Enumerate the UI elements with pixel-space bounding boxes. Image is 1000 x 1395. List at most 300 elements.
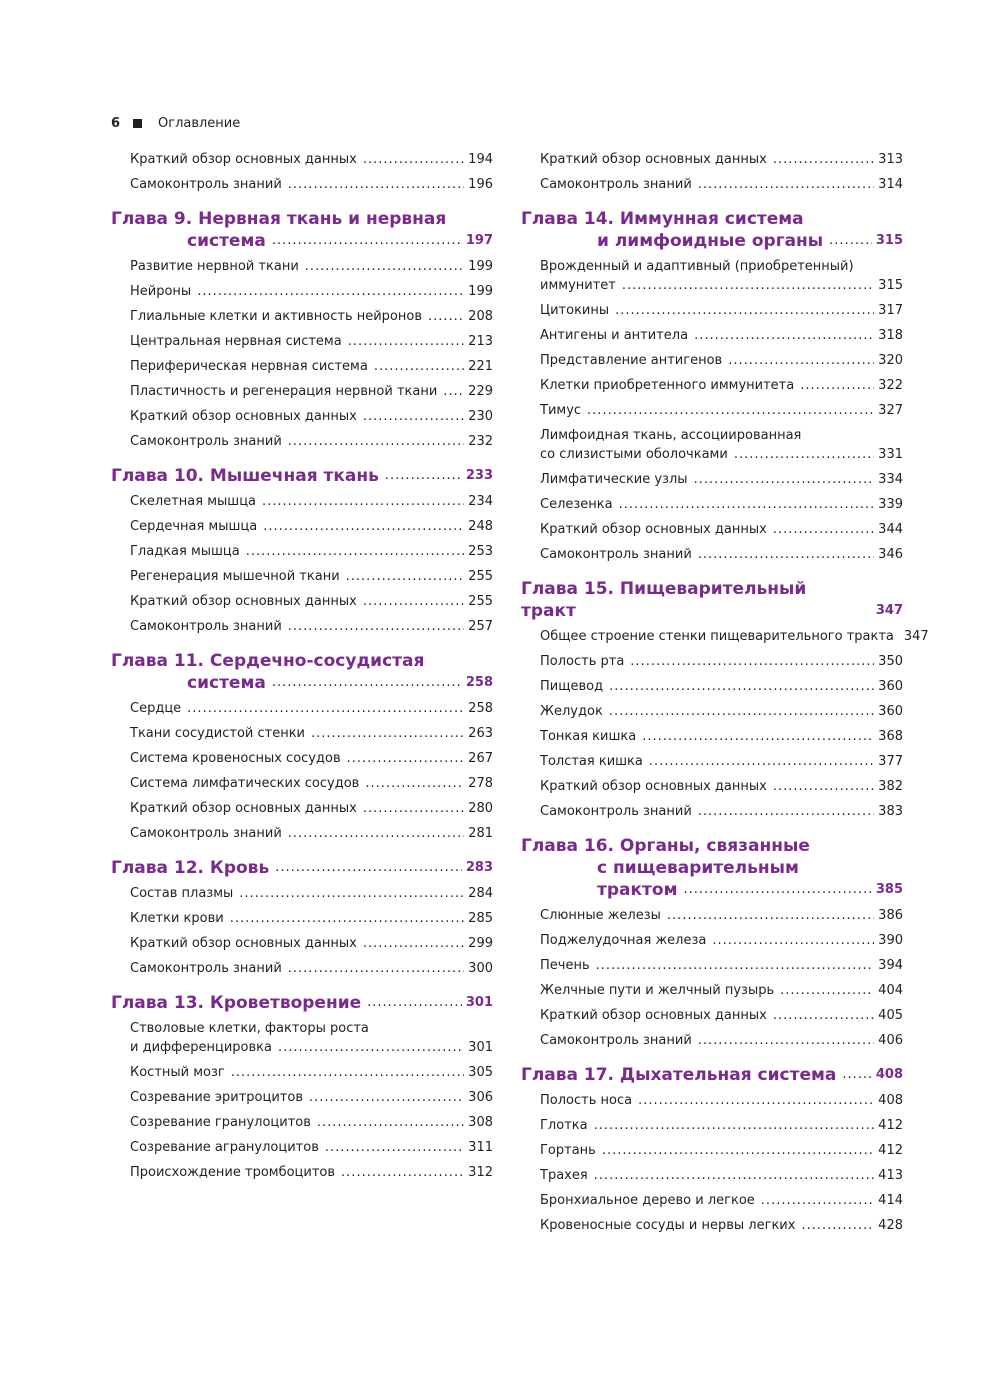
chapter-title: система (187, 673, 266, 693)
entry-title: Лимфатические узлы (540, 472, 688, 487)
toc-entry[interactable] (130, 799, 493, 818)
toc-entry[interactable] (130, 774, 493, 793)
entry-title: Развитие нервной ткани (130, 259, 299, 274)
toc-entry[interactable] (540, 301, 903, 320)
toc-entry[interactable] (130, 1113, 493, 1132)
header-title: Оглавление (158, 115, 241, 131)
entry-title-line2: и дифференцировка (130, 1040, 272, 1055)
toc-entry[interactable] (540, 777, 903, 796)
entry-page: 308 (468, 1115, 493, 1130)
entry-title: Костный мозг (130, 1065, 225, 1080)
toc-entry[interactable] (540, 931, 903, 950)
entry-title: Состав плазмы (130, 886, 234, 901)
entry-page: 412 (878, 1118, 903, 1133)
entry-page: 196 (468, 177, 493, 192)
leader-dots (667, 906, 874, 925)
entry-page: 221 (468, 359, 493, 374)
chapter-heading[interactable] (111, 992, 493, 1014)
toc-entry[interactable] (540, 326, 903, 345)
entry-title: Краткий обзор основных данных (130, 801, 357, 816)
entry-title-line2: со слизистыми оболочками (540, 447, 728, 462)
entry-title: Глиальные клетки и активность нейронов (130, 309, 422, 324)
entry-page: 253 (468, 544, 493, 559)
entry-title: Клетки приобретенного иммунитета (540, 378, 795, 393)
leader-dots (317, 1113, 464, 1132)
entry-page: 232 (468, 434, 493, 449)
toc-entry[interactable] (130, 824, 493, 843)
leader-dots (246, 542, 464, 561)
entry-page: 257 (468, 619, 493, 634)
toc-entry[interactable] (540, 906, 903, 925)
entry-page: 334 (878, 472, 903, 487)
chapter-title: Глава 16. Органы, связанные (521, 836, 810, 856)
leader-dots (728, 351, 874, 370)
toc-entry[interactable] (130, 617, 493, 636)
chapter-page: 315 (875, 233, 903, 248)
chapter-title: и лимфоидные органы (597, 231, 824, 251)
entry-page: 285 (468, 911, 493, 926)
leader-dots (263, 517, 464, 536)
entry-title: Пищевод (540, 679, 604, 694)
entry-title-line1: Лимфоидная ткань, ассоциированная (540, 428, 802, 443)
leader-dots (609, 702, 874, 721)
leader-dots (698, 545, 874, 564)
entry-page: 413 (878, 1168, 903, 1183)
entry-title: Самоконтроль знаний (130, 961, 282, 976)
entry-title: Бронхиальное дерево и легкое (540, 1193, 755, 1208)
leader-dots (288, 175, 464, 194)
entry-page: 263 (468, 726, 493, 741)
chapter-title: Глава 15. Пищеварительный тракт (521, 579, 807, 621)
leader-dots (694, 470, 875, 489)
entry-title: Система кровеносных сосудов (130, 751, 341, 766)
toc-entry[interactable] (540, 1031, 903, 1050)
entry-page: 305 (468, 1065, 493, 1080)
entry-page: 312 (468, 1165, 493, 1180)
leader-dots (761, 1191, 874, 1210)
entry-page: 414 (878, 1193, 903, 1208)
entry-title: Созревание эритроцитов (130, 1090, 303, 1105)
toc-entry[interactable] (540, 1191, 903, 1210)
running-header (111, 113, 240, 133)
leader-dots (272, 672, 462, 694)
leader-dots (630, 652, 874, 671)
entry-title: Общее строение стенки пищеварительного тракта (540, 629, 894, 644)
entry-title: Цитокины (540, 303, 610, 318)
entry-page: 346 (878, 547, 903, 562)
leader-dots (288, 432, 464, 451)
entry-title: Полость рта (540, 654, 625, 669)
entry-title: Глотка (540, 1118, 588, 1133)
entry-title: Самоконтроль знаний (130, 177, 282, 192)
leader-dots (428, 307, 464, 326)
entry-page: 347 (903, 629, 929, 644)
toc-entry[interactable] (540, 495, 903, 514)
leader-dots (374, 357, 464, 376)
entry-page: 383 (878, 804, 903, 819)
entry-page: 382 (878, 779, 903, 794)
entry-title: Кровеносные сосуды и нервы легких (540, 1218, 796, 1233)
entry-page: 299 (468, 936, 493, 951)
leader-dots (363, 407, 464, 426)
toc-entry[interactable] (130, 542, 493, 561)
leader-dots (230, 909, 464, 928)
page-number: 6 (111, 115, 121, 131)
entry-title: Сердце (130, 701, 182, 716)
entry-title: Краткий обзор основных данных (540, 522, 767, 537)
chapter-heading[interactable] (521, 208, 903, 252)
chapter-title: Глава 14. Иммунная система (521, 209, 804, 229)
entry-title: Краткий обзор основных данных (130, 152, 357, 167)
leader-dots (385, 465, 462, 487)
leader-dots (325, 1138, 464, 1157)
entry-page: 278 (468, 776, 493, 791)
toc-entry[interactable] (540, 175, 903, 194)
entry-page: 248 (468, 519, 493, 534)
chapter-heading[interactable] (521, 578, 903, 622)
leader-dots (363, 799, 464, 818)
toc-entry[interactable] (130, 592, 493, 611)
chapter-heading[interactable] (111, 650, 493, 694)
toc-entry[interactable] (130, 175, 493, 194)
leader-dots (773, 150, 874, 169)
leader-dots (773, 520, 874, 539)
leader-dots (800, 376, 874, 395)
toc-column-right (521, 150, 929, 1241)
leader-dots (443, 382, 464, 401)
toc-entry[interactable] (540, 1166, 903, 1185)
entry-title: Гладкая мышца (130, 544, 240, 559)
entry-title: Желчные пути и желчный пузырь (540, 983, 775, 998)
entry-page: 412 (878, 1143, 903, 1158)
toc-entry[interactable] (130, 959, 493, 978)
toc-entry[interactable] (130, 407, 493, 426)
toc-column-left (111, 150, 493, 1188)
square-bullet-icon (133, 119, 142, 128)
toc-entry[interactable] (540, 257, 903, 295)
entry-title: Поджелудочная железа (540, 933, 707, 948)
leader-dots (587, 401, 874, 420)
leader-dots (649, 752, 874, 771)
entry-page: 386 (878, 908, 903, 923)
chapter-page: 233 (465, 468, 493, 483)
entry-title: Толстая кишка (540, 754, 643, 769)
chapter-title: Глава 10. Мышечная ткань (111, 466, 379, 486)
toc-entry[interactable] (540, 545, 903, 564)
toc-entry[interactable] (130, 1019, 493, 1057)
entry-title: Селезенка (540, 497, 613, 512)
chapter-title: Глава 11. Сердечно-сосудистая (111, 651, 425, 671)
leader-dots (197, 282, 464, 301)
leader-dots (341, 1163, 464, 1182)
leader-dots (272, 230, 462, 252)
leader-dots (305, 257, 464, 276)
leader-dots (698, 175, 874, 194)
chapter-heading[interactable] (521, 835, 903, 901)
toc-entry[interactable] (130, 257, 493, 276)
chapter-page: 347 (875, 603, 903, 618)
entry-page: 344 (878, 522, 903, 537)
toc-entry[interactable] (540, 652, 903, 671)
entry-page: 281 (468, 826, 493, 841)
leader-dots (842, 1064, 872, 1086)
leader-dots (698, 802, 874, 821)
entry-title: Самоконтроль знаний (130, 434, 282, 449)
toc-entry[interactable] (130, 150, 493, 169)
chapter-title: Глава 9. Нервная ткань и нервная (111, 209, 447, 229)
entry-page: 350 (878, 654, 903, 669)
leader-dots (309, 1088, 464, 1107)
toc-entry[interactable] (540, 802, 903, 821)
entry-title: Краткий обзор основных данных (540, 779, 767, 794)
leader-dots (187, 699, 464, 718)
entry-title: Самоконтроль знаний (540, 1033, 692, 1048)
entry-title: Самоконтроль знаний (540, 547, 692, 562)
entry-page: 327 (878, 403, 903, 418)
entry-page: 406 (878, 1033, 903, 1048)
entry-page: 199 (468, 259, 493, 274)
toc-entry[interactable] (540, 150, 903, 169)
leader-dots (288, 617, 464, 636)
chapter-title: Глава 13. Кроветворение (111, 993, 362, 1013)
leader-dots (363, 150, 464, 169)
entry-page: 258 (468, 701, 493, 716)
entry-title: Нейроны (130, 284, 192, 299)
leader-dots (712, 931, 874, 950)
entry-title: Самоконтроль знаний (540, 804, 692, 819)
leader-dots (594, 1116, 875, 1135)
leader-dots (698, 1031, 874, 1050)
entry-title: Созревание агранулоцитов (130, 1140, 319, 1155)
leader-dots (365, 774, 464, 793)
entry-page: 199 (468, 284, 493, 299)
toc-entry[interactable] (130, 517, 493, 536)
leader-dots (262, 492, 464, 511)
leader-dots (596, 956, 875, 975)
entry-page: 230 (468, 409, 493, 424)
chapter-page: 385 (875, 882, 903, 897)
leader-dots (683, 879, 871, 901)
toc-entry[interactable] (130, 357, 493, 376)
entry-page: 284 (468, 886, 493, 901)
leader-dots (780, 981, 874, 1000)
entry-title: Полость носа (540, 1093, 633, 1108)
toc-entry[interactable] (130, 1163, 493, 1182)
entry-title: Краткий обзор основных данных (130, 594, 357, 609)
entry-page: 408 (878, 1093, 903, 1108)
entry-title: Самоконтроль знаний (130, 826, 282, 841)
toc-entry[interactable] (130, 1063, 493, 1082)
entry-page: 314 (878, 177, 903, 192)
toc-entry[interactable] (130, 699, 493, 718)
entry-page: 267 (468, 751, 493, 766)
leader-dots (773, 777, 874, 796)
toc-entry[interactable] (130, 724, 493, 743)
entry-title: Скелетная мышца (130, 494, 257, 509)
entry-page: 317 (878, 303, 903, 318)
entry-title: Гортань (540, 1143, 596, 1158)
toc-entry[interactable] (130, 567, 493, 586)
toc-entry[interactable] (130, 307, 493, 326)
entry-page: 194 (468, 152, 493, 167)
entry-page: 394 (878, 958, 903, 973)
leader-dots (642, 727, 874, 746)
leader-dots (347, 749, 465, 768)
leader-dots (278, 1038, 464, 1057)
entry-page: 360 (878, 679, 903, 694)
toc-entry[interactable] (130, 492, 493, 511)
chapter-title: система (187, 231, 266, 251)
chapter-heading[interactable] (111, 857, 493, 879)
entry-page: 280 (468, 801, 493, 816)
toc-entry[interactable] (130, 749, 493, 768)
entry-page: 368 (878, 729, 903, 744)
toc-entry[interactable] (130, 934, 493, 953)
entry-page: 301 (468, 1040, 493, 1055)
entry-page: 331 (878, 447, 903, 462)
toc-entry[interactable] (540, 677, 903, 696)
toc-entry[interactable] (540, 1116, 903, 1135)
entry-title: Созревание гранулоцитов (130, 1115, 311, 1130)
chapter-title: Глава 12. Кровь (111, 858, 270, 878)
leader-dots (619, 495, 875, 514)
chapter-heading[interactable] (521, 1064, 903, 1086)
toc-entry[interactable] (130, 282, 493, 301)
entry-page: 255 (468, 594, 493, 609)
leader-dots (773, 1006, 874, 1025)
chapter-title: с пищеварительным (597, 858, 799, 878)
entry-title: Антигены и антитела (540, 328, 689, 343)
entry-title: Краткий обзор основных данных (130, 409, 357, 424)
chapter-title: Глава 17. Дыхательная система (521, 1065, 837, 1085)
leader-dots (346, 567, 465, 586)
entry-page: 360 (878, 704, 903, 719)
leader-dots (363, 592, 464, 611)
leader-dots (829, 230, 872, 252)
entry-page: 320 (878, 353, 903, 368)
entry-title: Тимус (540, 403, 582, 418)
toc-entry[interactable] (130, 382, 493, 401)
entry-title: Краткий обзор основных данных (130, 936, 357, 951)
toc-entry[interactable] (540, 376, 903, 395)
entry-title: Тонкая кишка (540, 729, 637, 744)
leader-dots (602, 1141, 874, 1160)
entry-page: 405 (878, 1008, 903, 1023)
entry-page: 318 (878, 328, 903, 343)
leader-dots (288, 959, 464, 978)
leader-dots (311, 724, 464, 743)
leader-dots (239, 884, 464, 903)
leader-dots (348, 332, 464, 351)
entry-title: Самоконтроль знаний (540, 177, 692, 192)
entry-page: 322 (878, 378, 903, 393)
toc-entry[interactable] (130, 332, 493, 351)
entry-title: Периферическая нервная система (130, 359, 368, 374)
chapter-heading[interactable] (111, 465, 493, 487)
entry-title: Регенерация мышечной ткани (130, 569, 340, 584)
entry-page: 213 (468, 334, 493, 349)
toc-entry[interactable] (540, 1216, 903, 1235)
entry-page: 390 (878, 933, 903, 948)
toc-entry[interactable] (130, 884, 493, 903)
leader-dots (638, 1091, 874, 1110)
leader-dots (594, 1166, 875, 1185)
leader-dots (615, 301, 874, 320)
entry-page: 208 (468, 309, 493, 324)
entry-page: 229 (468, 384, 493, 399)
leader-dots (275, 857, 462, 879)
entry-page: 311 (468, 1140, 493, 1155)
leader-dots (609, 677, 874, 696)
toc-entry[interactable] (540, 351, 903, 370)
entry-title: Представление антигенов (540, 353, 723, 368)
entry-title: Клетки крови (130, 911, 224, 926)
chapter-page: 258 (465, 675, 493, 690)
toc-entry[interactable] (130, 1088, 493, 1107)
toc-entry[interactable] (130, 432, 493, 451)
entry-page: 300 (468, 961, 493, 976)
entry-title: Самоконтроль знаний (130, 619, 282, 634)
leader-dots (367, 992, 462, 1014)
toc-entry[interactable] (540, 520, 903, 539)
entry-title: Печень (540, 958, 590, 973)
toc-entry[interactable] (540, 727, 903, 746)
leader-dots (734, 445, 874, 464)
leader-dots (288, 824, 464, 843)
entry-page: 315 (878, 278, 903, 293)
toc-entry[interactable] (540, 981, 903, 1000)
entry-title: Происхождение тромбоцитов (130, 1165, 336, 1180)
entry-title-line1: Стволовые клетки, факторы роста (130, 1021, 369, 1036)
entry-page: 377 (878, 754, 903, 769)
toc-entry[interactable] (540, 956, 903, 975)
entry-page: 339 (878, 497, 903, 512)
entry-page: 313 (878, 152, 903, 167)
toc-entry[interactable] (540, 1141, 903, 1160)
entry-title-line1: Врожденный и адаптивный (приобретенный) (540, 259, 854, 274)
toc-entry[interactable] (130, 1138, 493, 1157)
entry-title: Центральная нервная система (130, 334, 342, 349)
chapter-page: 283 (465, 860, 493, 875)
entry-title: Краткий обзор основных данных (540, 152, 767, 167)
chapter-page: 197 (465, 233, 493, 248)
entry-page: 306 (468, 1090, 493, 1105)
toc-entry[interactable] (540, 1006, 903, 1025)
entry-title: Ткани сосудистой стенки (130, 726, 305, 741)
toc-entry[interactable] (540, 627, 929, 646)
leader-dots (622, 276, 874, 295)
toc-entry[interactable] (130, 909, 493, 928)
chapter-heading[interactable] (111, 208, 493, 252)
entry-title: Краткий обзор основных данных (540, 1008, 767, 1023)
toc-entry[interactable] (540, 426, 903, 464)
entry-title: Система лимфатических сосудов (130, 776, 360, 791)
toc-entry[interactable] (540, 470, 903, 489)
entry-page: 255 (468, 569, 493, 584)
chapter-page: 408 (875, 1067, 903, 1082)
toc-entry[interactable] (540, 752, 903, 771)
chapter-page: 301 (465, 995, 493, 1010)
leader-dots (694, 326, 874, 345)
toc-entry[interactable] (540, 401, 903, 420)
entry-title: Слюнные железы (540, 908, 661, 923)
toc-entry[interactable] (540, 1091, 903, 1110)
entry-title: Желудок (540, 704, 603, 719)
toc-entry[interactable] (540, 702, 903, 721)
chapter-title: трактом (597, 880, 678, 900)
entry-title: Пластичность и регенерация нервной ткани (130, 384, 438, 399)
entry-title-line2: иммунитет (540, 278, 616, 293)
